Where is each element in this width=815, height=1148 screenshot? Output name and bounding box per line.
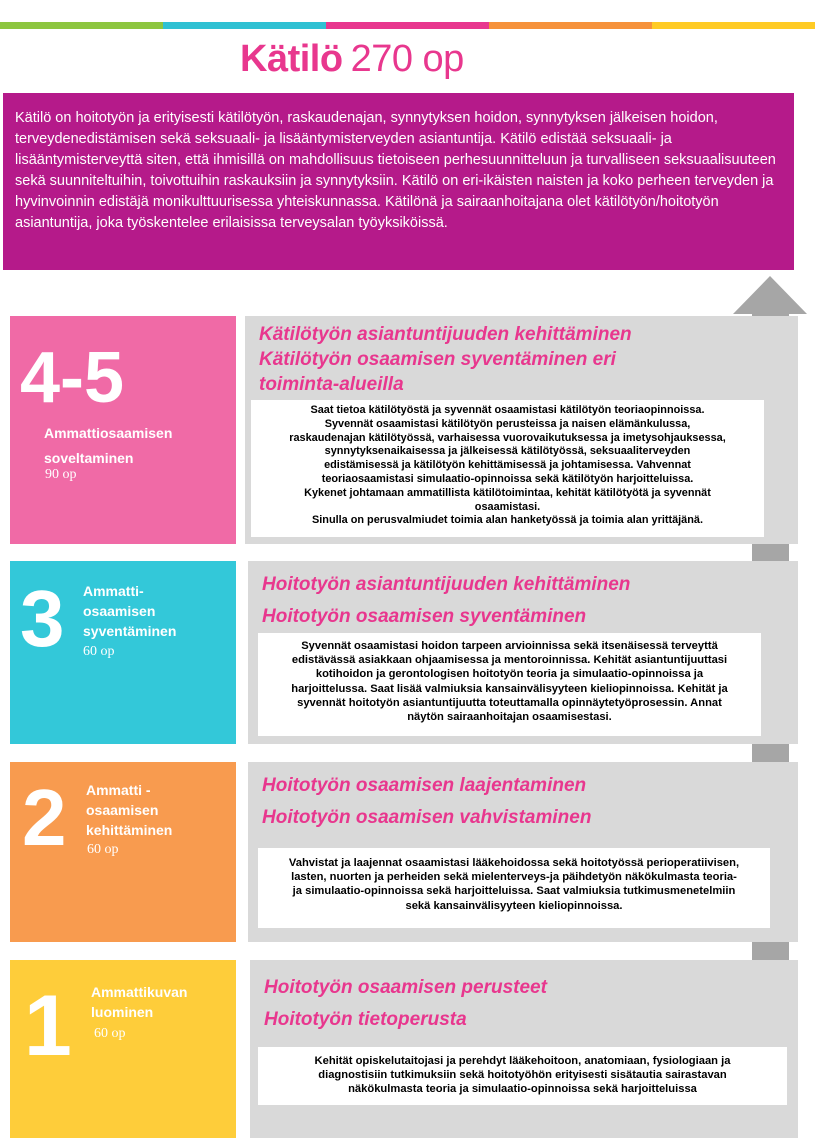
level-label: Ammatti- osaamisen syventäminen — [83, 583, 177, 639]
level-number: 4-5 — [20, 338, 125, 418]
stripe-green — [0, 22, 163, 29]
level-4-5-panel — [245, 316, 798, 544]
stripe-yellow — [652, 22, 815, 29]
level-heading: Hoitotyön osaamisen perusteet Hoitotyön tietoperusta — [264, 977, 547, 1030]
level-label: Ammattiosaamisen soveltaminen — [44, 425, 173, 466]
level-number: 2 — [22, 773, 67, 862]
stripe-pink — [326, 22, 489, 29]
page-title — [240, 38, 464, 81]
title-credits: 270 op — [350, 38, 464, 80]
intro-text: Kätilö on hoitotyön ja erityisesti kätilötyön, raskaudenajan, synnytyksen hoidon, synnytyksen jälkeisen hoidon, terveydenedistämisen sekä seksuaali- ja lisääntymisterveyden asiantuntija. Kätilö edistää seksuaali- ja lisääntymisterveyttä siten, että ihmisillä on mahdollisuus tietoiseen perhesuunnitteluun ja turvalliseen seksuaalisuuteen sekä suunniteltuihin, toivottuihin raskauksiin ja synnytyksiin. Kätilö on eri-ikäisten naisten ja koko perheen terveyden ja hyvinvoinnin edistäjä monikulttuurisessa yhteiskunnassa. Kätilönä ja sairaanhoitajana olet kätilötyön/hoitotyön asiantuntija, joka työskentelee erilaisissa terveysalan työyksiköissä. — [3, 93, 794, 270]
stripe-orange — [489, 22, 652, 29]
level-description: Syvennät osaamistasi hoidon tarpeen arvioinnissa sekä itsenäisessä terveyttä edistävässä asiakkaan ohjaamisessa ja mentoroinnissa. Kehität asiantuntijuuttasi kotihoidon ja gerontologisen hoitotyön teoria ja simulaatio-opinnoissa ja harjoittelussa. Saat lisää valmiuksia kansainvälisyyteen kieliopinnoissa. Kehität ja syvennät hoitotyön asiantuntijuutta toteuttamalla opinnäytetyöprosessin. Annat näytön sairaanhoitajan osaamisestasi. — [258, 633, 761, 736]
arrow-shaft-segment — [752, 543, 789, 561]
level-heading: Kätilötyön asiantuntijuuden kehittäminen Kätilötyön osaamisen syventäminen eri toiminta-alueilla — [259, 324, 632, 395]
arrow-up-icon — [733, 276, 807, 314]
level-2-box — [10, 762, 236, 942]
arrow-shaft-segment — [752, 742, 789, 762]
level-number: 3 — [20, 574, 65, 663]
level-description: Kehität opiskelutaitojasi ja perehdyt lääkehoitoon, anatomiaan, fysiologiaan ja diagnostisiin tutkimuksiin sekä hoitotyöhön erityisesti sisätautia sairastavan näkökulmasta teoria ja simulaatio-opinnoissa sekä harjoitteluissa — [258, 1047, 787, 1105]
title-main: Kätilö — [240, 38, 343, 80]
level-label: Ammattikuvan luominen — [91, 984, 188, 1020]
stripe-cyan — [163, 22, 326, 29]
level-2-panel — [248, 762, 798, 942]
level-4-5-box — [10, 316, 236, 544]
arrow-shaft-segment — [752, 942, 789, 960]
level-1-panel — [250, 960, 798, 1138]
level-3-panel — [248, 561, 798, 744]
level-heading: Hoitotyön osaamisen laajentaminen Hoitotyön osaamisen vahvistaminen — [262, 775, 592, 828]
level-description: Saat tietoa kätilötyöstä ja syvennät osaamistasi kätilötyön teoriaopinnoissa. Syvennät osaamistasi kätilötyön perusteissa ja naisen elämänkulussa, raskaudenajan kätilötyössä, varhaisessa vuorovaikutuksessa ja imetysohjauksessa, synnytyksenaikaisessa ja jälkeisessä kätilötyössä, seksuaaliterveyden edistämisessä ja kätilötyön kehittämisessä ja johtamisessa. Vahvennat teoriaosaamistasi simulaatio-opinnoissa sekä kätilötyön harjoitteluissa. Kykenet johtamaan ammatillista kätilötoimintaa, kehität kätilötyötä ja syvennät osaamistasi. Sinulla on perusvalmiudet toimia alan hanketyössä ja toimia alan yrittäjänä. — [251, 400, 764, 537]
level-label: Ammatti - osaamisen kehittäminen — [86, 782, 173, 838]
level-3-box — [10, 561, 236, 744]
level-1-box — [10, 960, 236, 1138]
level-description: Vahvistat ja laajennat osaamistasi lääkehoidossa sekä hoitotyössä perioperatiivisen, lasten, nuorten ja perheiden sekä mielenterveys-ja päihdetyön näkökulmasta teoria- ja simulaatio-opinnoissa sekä harjoitteluissa. Saat valmiuksia tutkimusmenetelmiin sekä kansainvälisyyteen kieliopinnoissa. — [258, 848, 770, 928]
level-credits: 60 op — [83, 644, 115, 659]
level-number: 1 — [24, 978, 72, 1074]
level-credits: 60 op — [87, 842, 119, 857]
level-credits: 60 op — [94, 1026, 126, 1041]
level-credits: 90 op — [45, 467, 77, 482]
level-heading: Hoitotyön asiantuntijuuden kehittäminen Hoitotyön osaamisen syventäminen — [262, 574, 631, 627]
color-stripe — [0, 22, 815, 29]
